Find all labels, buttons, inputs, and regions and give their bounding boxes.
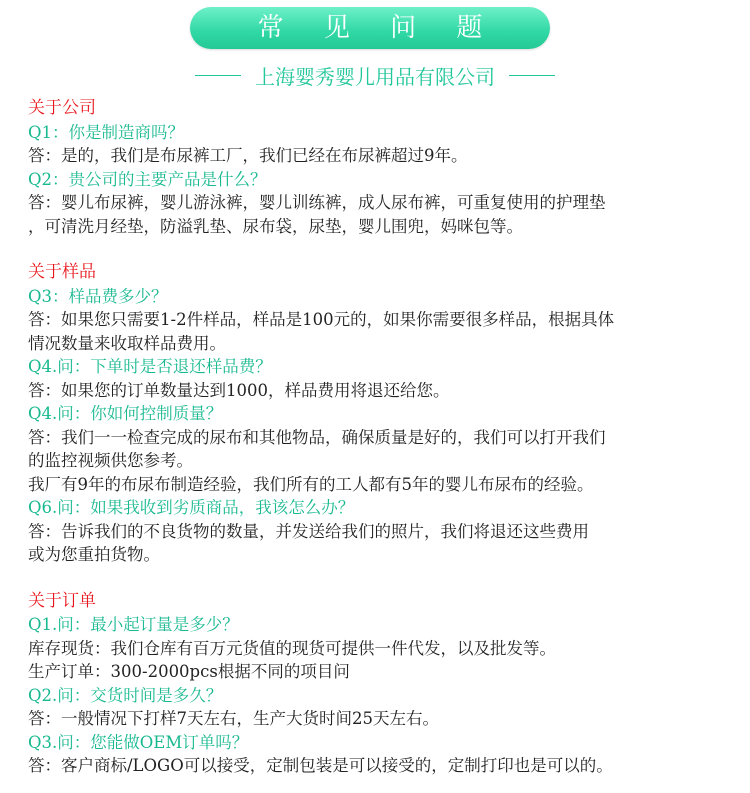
question: Q2：贵公司的主要产品是什么？ (28, 169, 267, 189)
section-title-company: 关于公司 (28, 98, 96, 118)
faq-content (28, 97, 743, 778)
answer: 答：如果您的订单数量达到1000，样品费用将退还给您。 (28, 380, 450, 400)
section-title-orders: 关于订单 (28, 590, 96, 611)
answer: 库存现货：我们仓库有百万元货值的现货可提供一件代发，以及批发等。 (28, 638, 556, 658)
answer: 答：告诉我们的不良货物的数量，并发送给我们的照片，我们将退还这些费用 (28, 521, 589, 541)
left-dash (195, 75, 241, 76)
title-banner (190, 7, 550, 49)
right-dash (509, 75, 555, 76)
page-title: 常 见 问 题 (257, 13, 499, 43)
question: Q4.问：你如何控制质量？ (28, 404, 223, 423)
answer: 答：是的，我们是布尿裤工厂，我们已经在布尿裤超过9年。 (28, 146, 468, 165)
answer: 的监控视频供您参考。 (28, 451, 193, 470)
company-line (0, 60, 750, 90)
answer: 答：我们一一检查完成的尿布和其他物品，确保质量是好的，我们可以打开我们 (28, 427, 606, 447)
question: Q3.问：您能做OEM订单吗？ (28, 732, 249, 752)
question: Q6.问：如果我收到劣质商品，我该怎么办？ (28, 498, 355, 517)
answer: 答：如果您只需要1-2件样品，样品是100元的，如果你需要很多样品，根据具体 (28, 310, 615, 329)
answer: 答：一般情况下打样7天左右，生产大货时间25天左右。 (28, 709, 439, 728)
question: Q1.问：最小起订量是多少？ (28, 615, 239, 634)
answer: 情况数量来收取样品费用。 (28, 333, 226, 353)
question: Q4.问：下单时是否退还样品费？ (28, 357, 272, 376)
company-name: 上海婴秀婴儿用品有限公司 (255, 64, 495, 89)
section-gap (28, 238, 743, 261)
section-title-samples: 关于样品 (28, 262, 96, 282)
answer: 我厂有9年的布尿布制造经验，我们所有的工人都有5年的婴儿布尿布的经验。 (28, 474, 594, 494)
question: Q1：你是制造商吗？ (28, 122, 185, 142)
answer: 或为您重拍货物。 (28, 545, 160, 564)
answer: 答：客户商标/LOGO可以接受，定制包装是可以接受的，定制打印也是可以的。 (28, 756, 613, 775)
answer: 生产订单：300-2000pcs根据不同的项目问 (28, 662, 350, 681)
question: Q3：样品费多少？ (28, 286, 168, 306)
answer: ，可清洗月经垫，防溢乳垫、尿布袋，尿垫，婴儿围兜，妈咪包等。 (28, 216, 523, 236)
section-gap (28, 567, 743, 590)
answer: 答：婴儿布尿裤，婴儿游泳裤，婴儿训练裤，成人尿布裤，可重复使用的护理垫 (28, 193, 606, 212)
question: Q2.问：交货时间是多久？ (28, 685, 223, 705)
